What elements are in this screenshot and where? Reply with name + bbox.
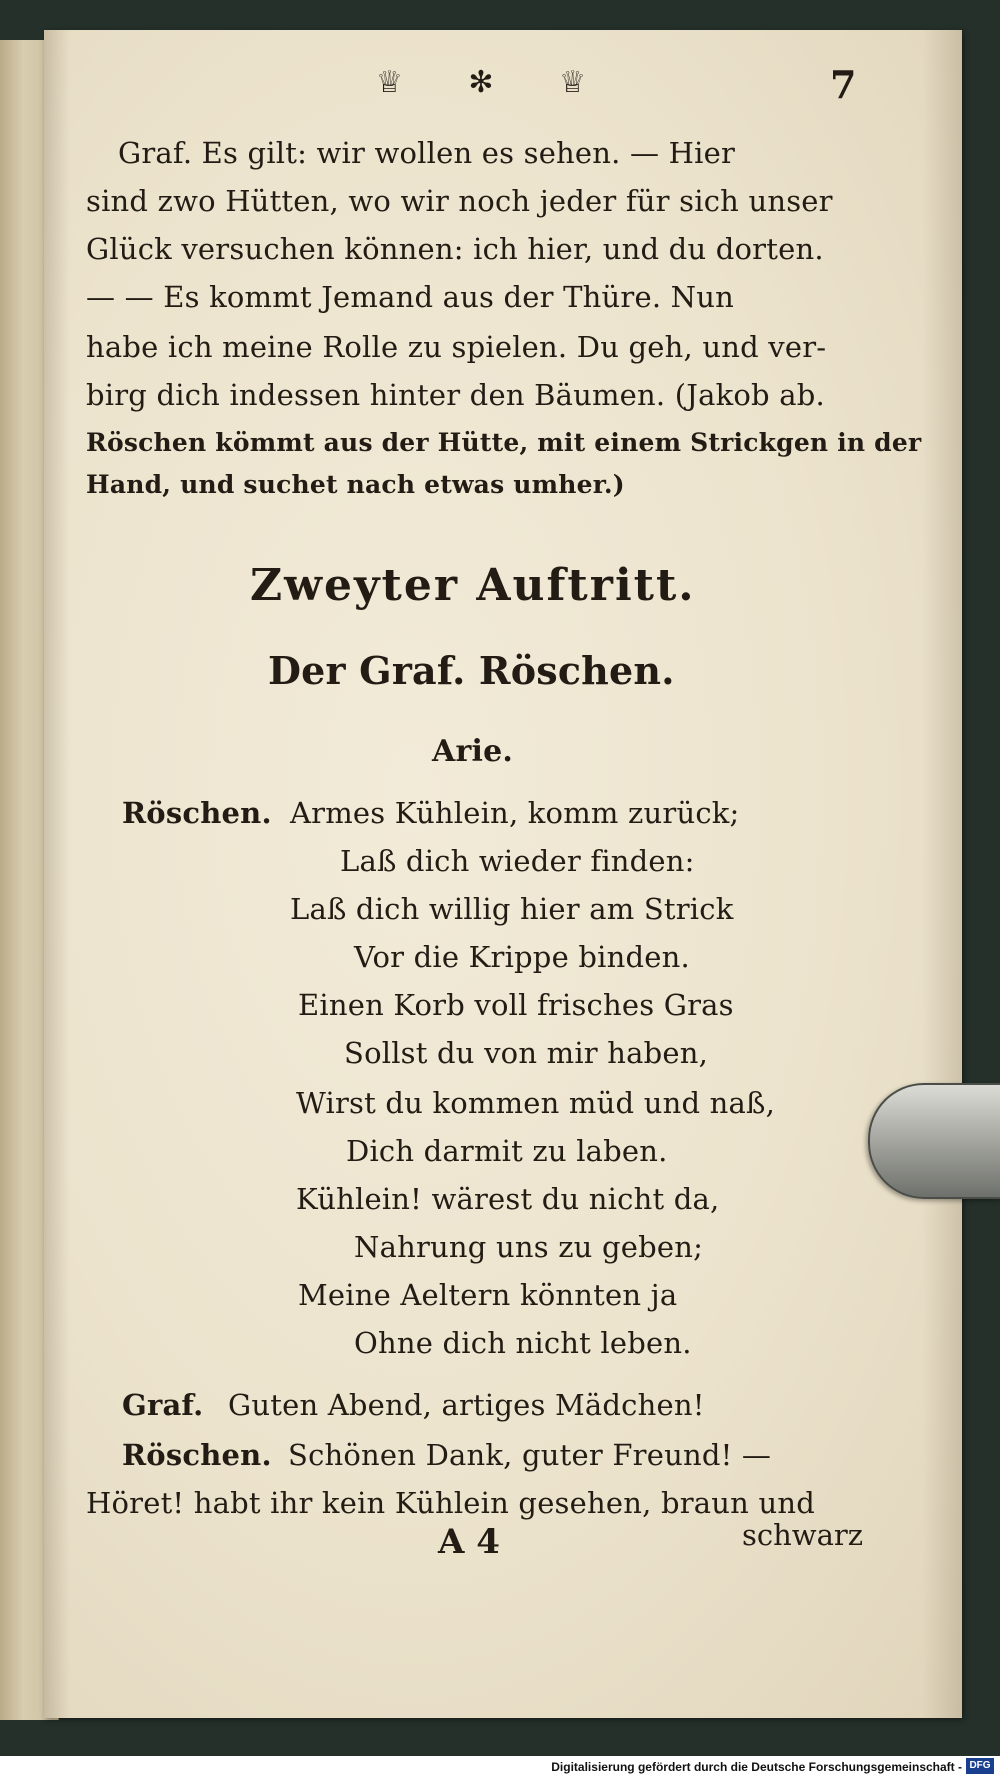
- stage-direction-line: Hand, und suchet nach etwas umher.): [86, 470, 625, 499]
- dialogue-text: Schönen Dank, guter Freund! —: [288, 1438, 772, 1472]
- edge-shadow: [922, 30, 962, 1718]
- funding-credit: Digitalisierung gefördert durch die Deutsche Forschungsgemeinschaft -: [551, 1760, 962, 1774]
- text-line: birg dich indessen hinter den Bäumen. (Jakob ab.: [86, 378, 825, 412]
- scene-heading: Zweyter Auftritt.: [250, 560, 696, 611]
- aria-line: Wirst du kommen müd und naß,: [296, 1086, 775, 1120]
- page-clip: [868, 1083, 1000, 1199]
- aria-line: Vor die Krippe binden.: [354, 940, 690, 974]
- aria-line: Meine Aeltern könnten ja: [298, 1278, 678, 1312]
- character-list: Der Graf. Röschen.: [268, 648, 675, 693]
- aria-line: Armes Kühlein, komm zurück;: [290, 796, 740, 830]
- aria-line: Sollst du von mir haben,: [344, 1036, 709, 1070]
- dialogue-continuation: Höret! habt ihr kein Kühlein gesehen, braun und: [86, 1486, 815, 1520]
- dfg-logo: DFG: [966, 1758, 994, 1774]
- gutter-shadow: [44, 30, 70, 1718]
- header-ornament: [376, 62, 586, 104]
- aria-line: Laß dich willig hier am Strick: [290, 892, 734, 926]
- aria-line: Dich darmit zu laben.: [346, 1134, 668, 1168]
- printer-signature: A 4: [438, 1522, 500, 1562]
- aria-line: Nahrung uns zu geben;: [354, 1230, 704, 1264]
- crown-ornament-left: ♕: [376, 65, 403, 100]
- dialogue-text: Guten Abend, artiges Mädchen!: [228, 1388, 705, 1422]
- dialogue-speaker: Röschen.: [122, 1438, 272, 1472]
- crown-ornament-right: ♕: [559, 65, 586, 100]
- catchword: schwarz: [742, 1518, 864, 1552]
- aria-line: Laß dich wieder finden:: [340, 844, 695, 878]
- aria-line: Ohne dich nicht leben.: [354, 1326, 692, 1360]
- dialogue-speaker: Graf.: [122, 1388, 204, 1422]
- aria-title: Arie.: [432, 734, 514, 769]
- star-ornament: ✻: [468, 65, 494, 100]
- aria-line: Kühlein! wärest du nicht da,: [296, 1182, 720, 1216]
- text-line: Glück versuchen können: ich hier, und du dorten.: [86, 232, 824, 266]
- text-line: Graf. Es gilt: wir wollen es sehen. — Hier: [118, 136, 736, 170]
- text-line: habe ich meine Rolle zu spielen. Du geh, und ver-: [86, 330, 827, 364]
- text-line: — — Es kommt Jemand aus der Thüre. Nun: [86, 280, 735, 314]
- aria-line: Einen Korb voll frisches Gras: [298, 988, 734, 1022]
- stage-direction-line: Röschen kömmt aus der Hütte, mit einem Strickgen in der: [86, 428, 922, 457]
- page-number: 7: [830, 62, 857, 107]
- text-line: sind zwo Hütten, wo wir noch jeder für sich unser: [86, 184, 833, 218]
- aria-speaker: Röschen.: [122, 796, 272, 830]
